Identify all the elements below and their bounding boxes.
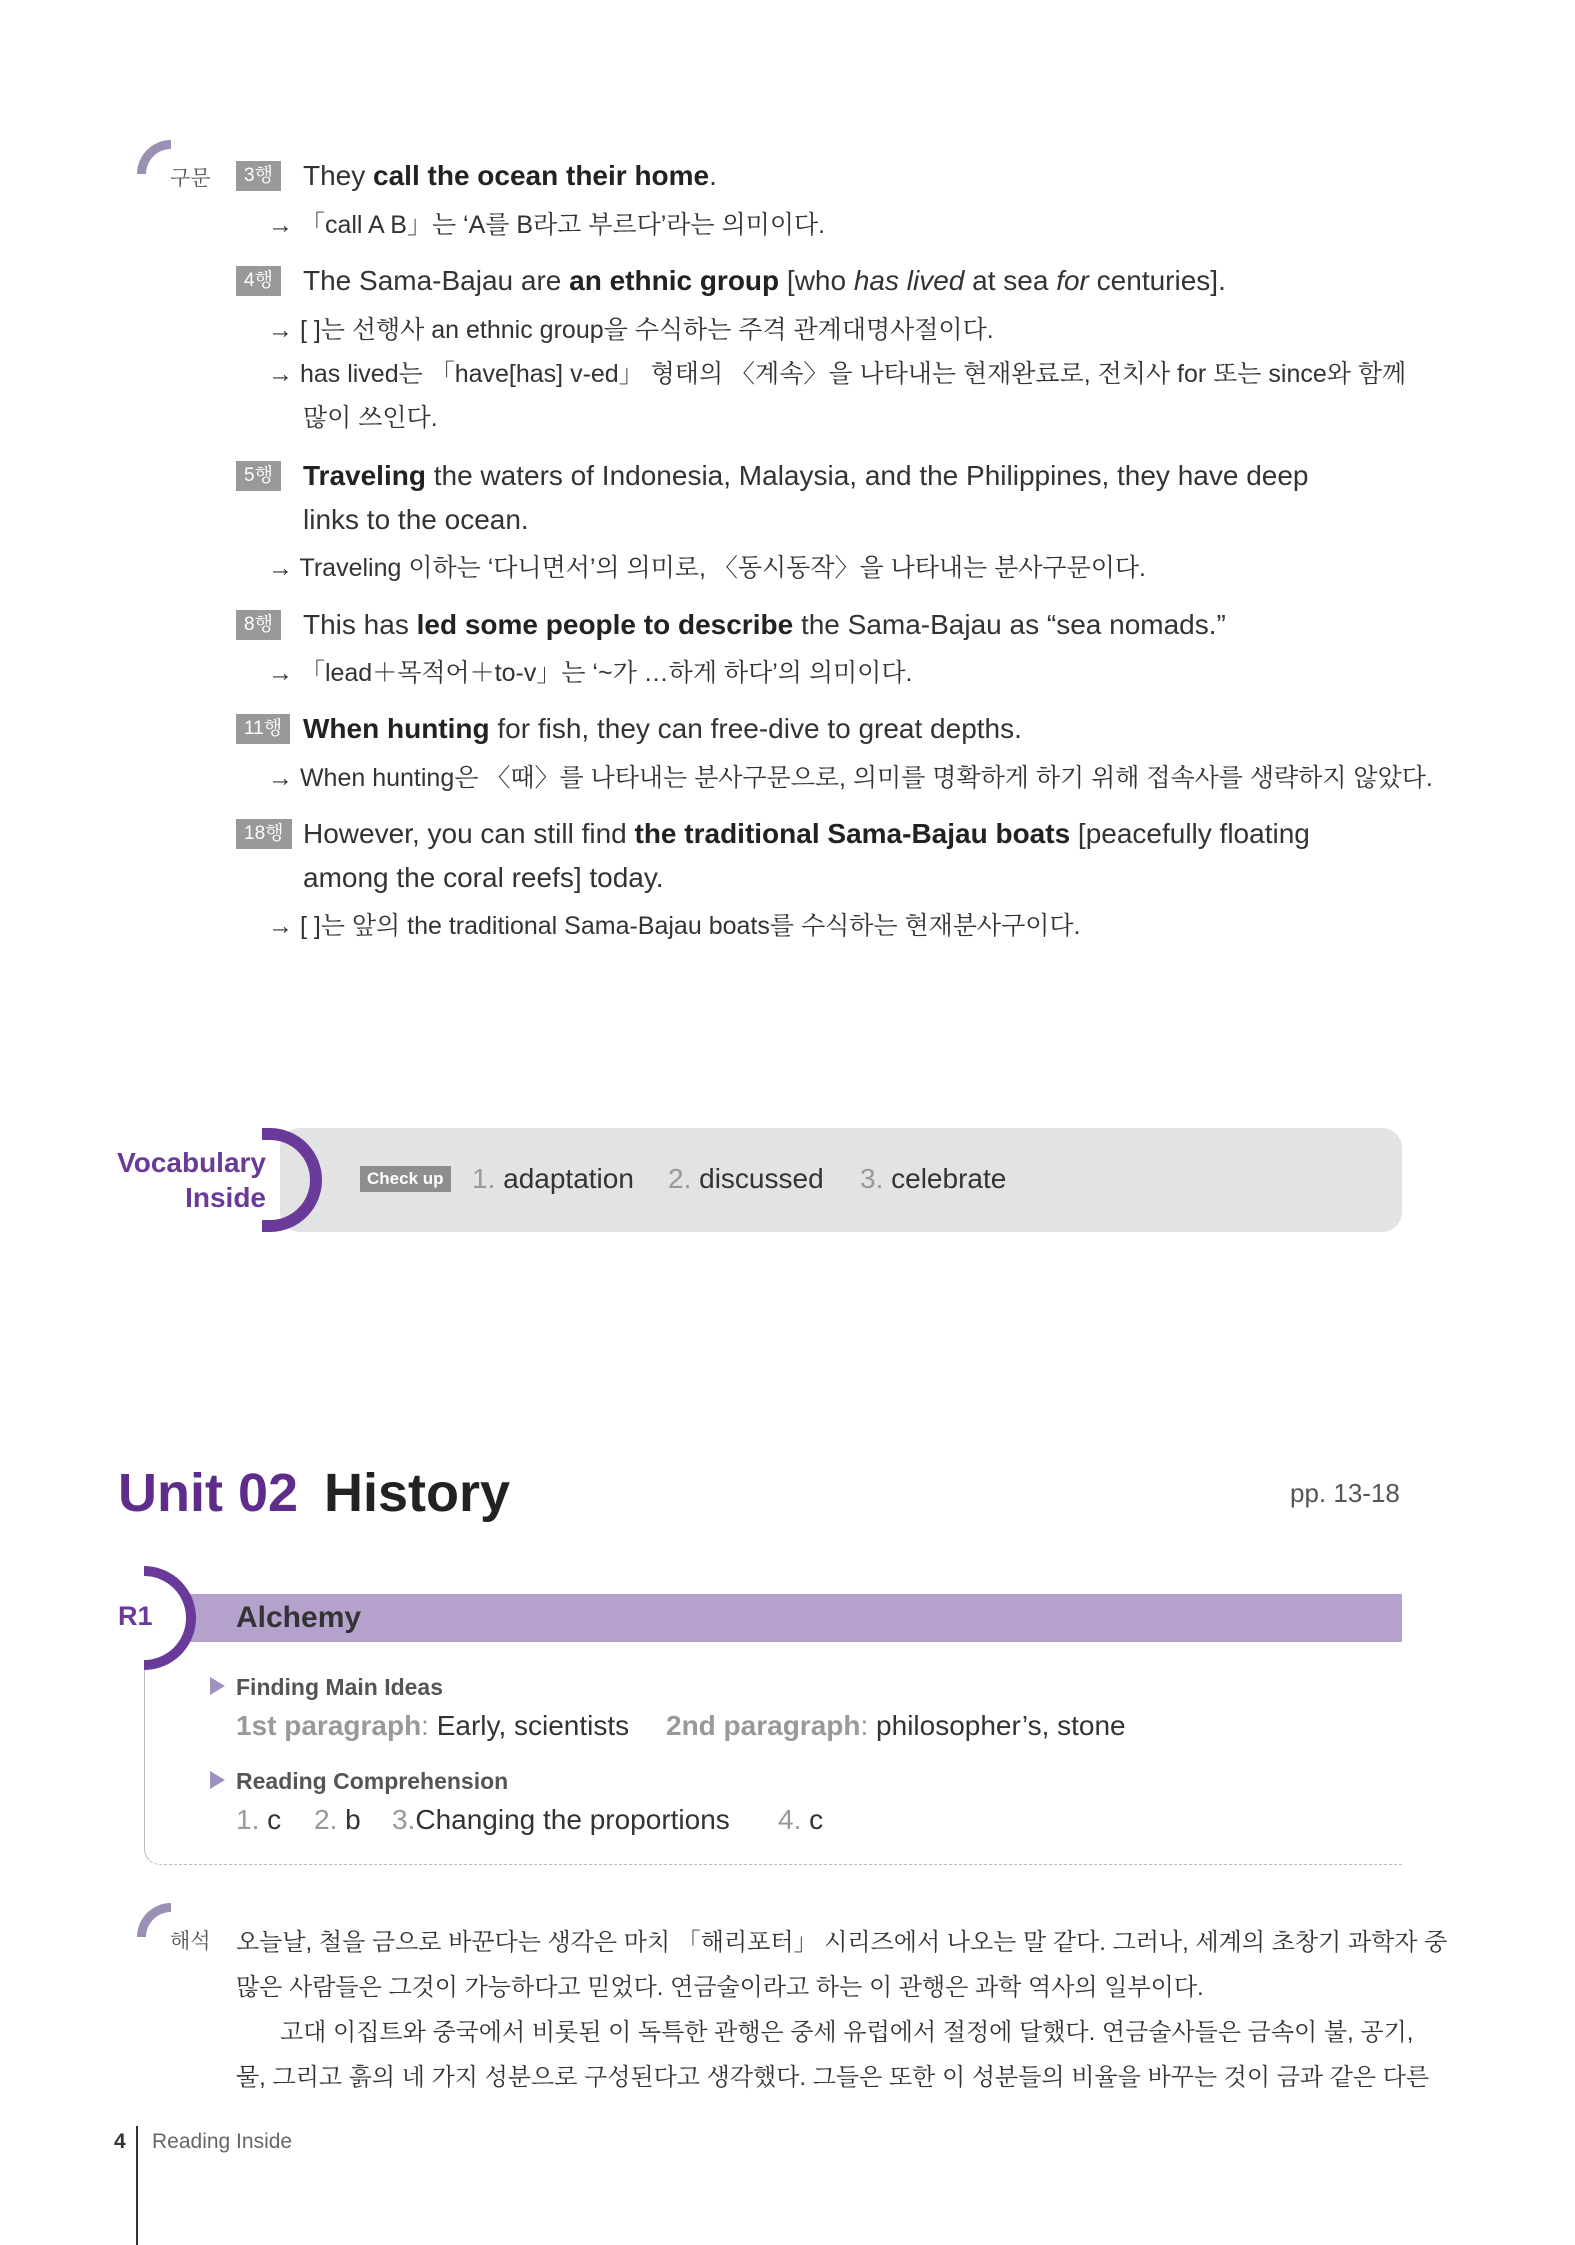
vocab-answer: 1. adaptation: [472, 1163, 634, 1194]
grammar-note: → [ ]는 앞의 the traditional Sama-Bajau boats를 수식하는 현재분사구이다.: [268, 912, 1081, 940]
sentence: Traveling the waters of Indonesia, Malaysia, and the Philippines, they have deep: [303, 460, 1309, 491]
comprehension-answer: 2. b: [314, 1804, 361, 1835]
comprehension-answer: 3.Changing the proportions: [392, 1804, 730, 1835]
translation-line: 오늘날, 철을 금으로 바꾼다는 생각은 마치 「해리포터」 시리즈에서 나오는 말 같다. 그러나, 세계의 초창기 과학자 중: [236, 1929, 1448, 1956]
reading-label: R1: [118, 1601, 153, 1631]
triangle-bullet-icon: [210, 1677, 225, 1695]
page-range: pp. 13-18: [1290, 1478, 1400, 1508]
sentence: They call the ocean their home.: [303, 160, 717, 191]
page-number: 4: [114, 2130, 126, 2153]
unit-name: History: [324, 1463, 511, 1523]
main-ideas-answer: 2nd paragraph: philosopher’s, stone: [666, 1710, 1126, 1741]
grammar-note: 많이 쓰인다.: [303, 404, 438, 432]
sentence: However, you can still find the traditional Sama-Bajau boats [peacefully floating: [303, 818, 1310, 849]
unit-label: Unit 02: [118, 1463, 299, 1523]
reading-title: Alchemy: [236, 1601, 362, 1634]
line-tag: 3행: [236, 161, 281, 191]
grammar-note: → [ ]는 선행사 an ethnic group을 수식하는 주격 관계대명사절이다.: [268, 316, 994, 344]
line-tag: 4행: [236, 266, 281, 296]
sentence: This has led some people to describe the Sama-Bajau as “sea nomads.”: [303, 609, 1226, 640]
grammar-note: → 「lead＋목적어＋to-v」는 ‘~가 …하게 하다’의 의미이다.: [268, 659, 913, 687]
vocab-answer: 3. celebrate: [860, 1163, 1007, 1194]
comprehension-answer: 4. c: [778, 1804, 824, 1835]
grammar-note: → 「call A B」는 ‘A를 B라고 부르다’라는 의미이다.: [268, 211, 826, 239]
section-arc-icon: [137, 1903, 171, 1937]
triangle-bullet-icon: [210, 1771, 225, 1789]
sentence: links to the ocean.: [303, 504, 529, 535]
checkup-badge: Check up: [360, 1166, 451, 1192]
line-tag: 11행: [236, 714, 290, 744]
line-tag: 18행: [236, 819, 292, 849]
vocab-answer: 2. discussed: [668, 1163, 824, 1194]
sentence: The Sama-Bajau are an ethnic group [who has lived at sea for centuries].: [303, 265, 1226, 296]
comprehension-answer: 1. c: [236, 1804, 282, 1835]
grammar-note: → When hunting은 〈때〉를 나타내는 분사구문으로, 의미를 명확하게 하기 위해 접속사를 생략하지 않았다.: [268, 764, 1433, 792]
footer-divider: [136, 2126, 138, 2245]
book-title: Reading Inside: [152, 2130, 293, 2153]
sentence: among the coral reefs] today.: [303, 862, 664, 893]
vocabulary-title-line2: Inside: [185, 1182, 266, 1213]
vocabulary-title-line1: Vocabulary: [117, 1147, 266, 1178]
comprehension-heading: Reading Comprehension: [236, 1768, 509, 1794]
main-ideas-heading: Finding Main Ideas: [236, 1674, 444, 1700]
grammar-note: → Traveling 이하는 ‘다니면서’의 의미로, 〈동시동작〉을 나타내는 분사구문이다.: [268, 554, 1146, 582]
main-ideas-answer: 1st paragraph: Early, scientists: [236, 1710, 630, 1741]
translation-line: 물, 그리고 흙의 네 가지 성분으로 구성된다고 생각했다. 그들은 또한 이 성분들의 비율을 바꾸는 것이 금과 같은 다른: [236, 2064, 1430, 2091]
translation-line: 고대 이집트와 중국에서 비롯된 이 독특한 관행은 중세 유럽에서 절정에 달했다. 연금술사들은 금속이 불, 공기,: [280, 2019, 1414, 2046]
line-tag: 8행: [236, 610, 281, 640]
translation-label: 해석: [170, 1930, 211, 1953]
sentence: When hunting for fish, they can free-dive to great depths.: [303, 713, 1022, 744]
section-arc-icon: [137, 140, 171, 174]
vocabulary-title: [100, 1145, 266, 1215]
syntax-label: 구문: [170, 167, 211, 190]
line-tag: 5행: [236, 461, 281, 491]
translation-line: 많은 사람들은 그것이 가능하다고 믿었다. 연금술이라고 하는 이 관행은 과학 역사의 일부이다.: [236, 1974, 1204, 2001]
grammar-note: → has lived는 「have[has] v-ed」 형태의 〈계속〉을 나타내는 현재완료로, 전치사 for 또는 since와 함께: [268, 360, 1407, 388]
reading-title-bar: [180, 1594, 1402, 1642]
